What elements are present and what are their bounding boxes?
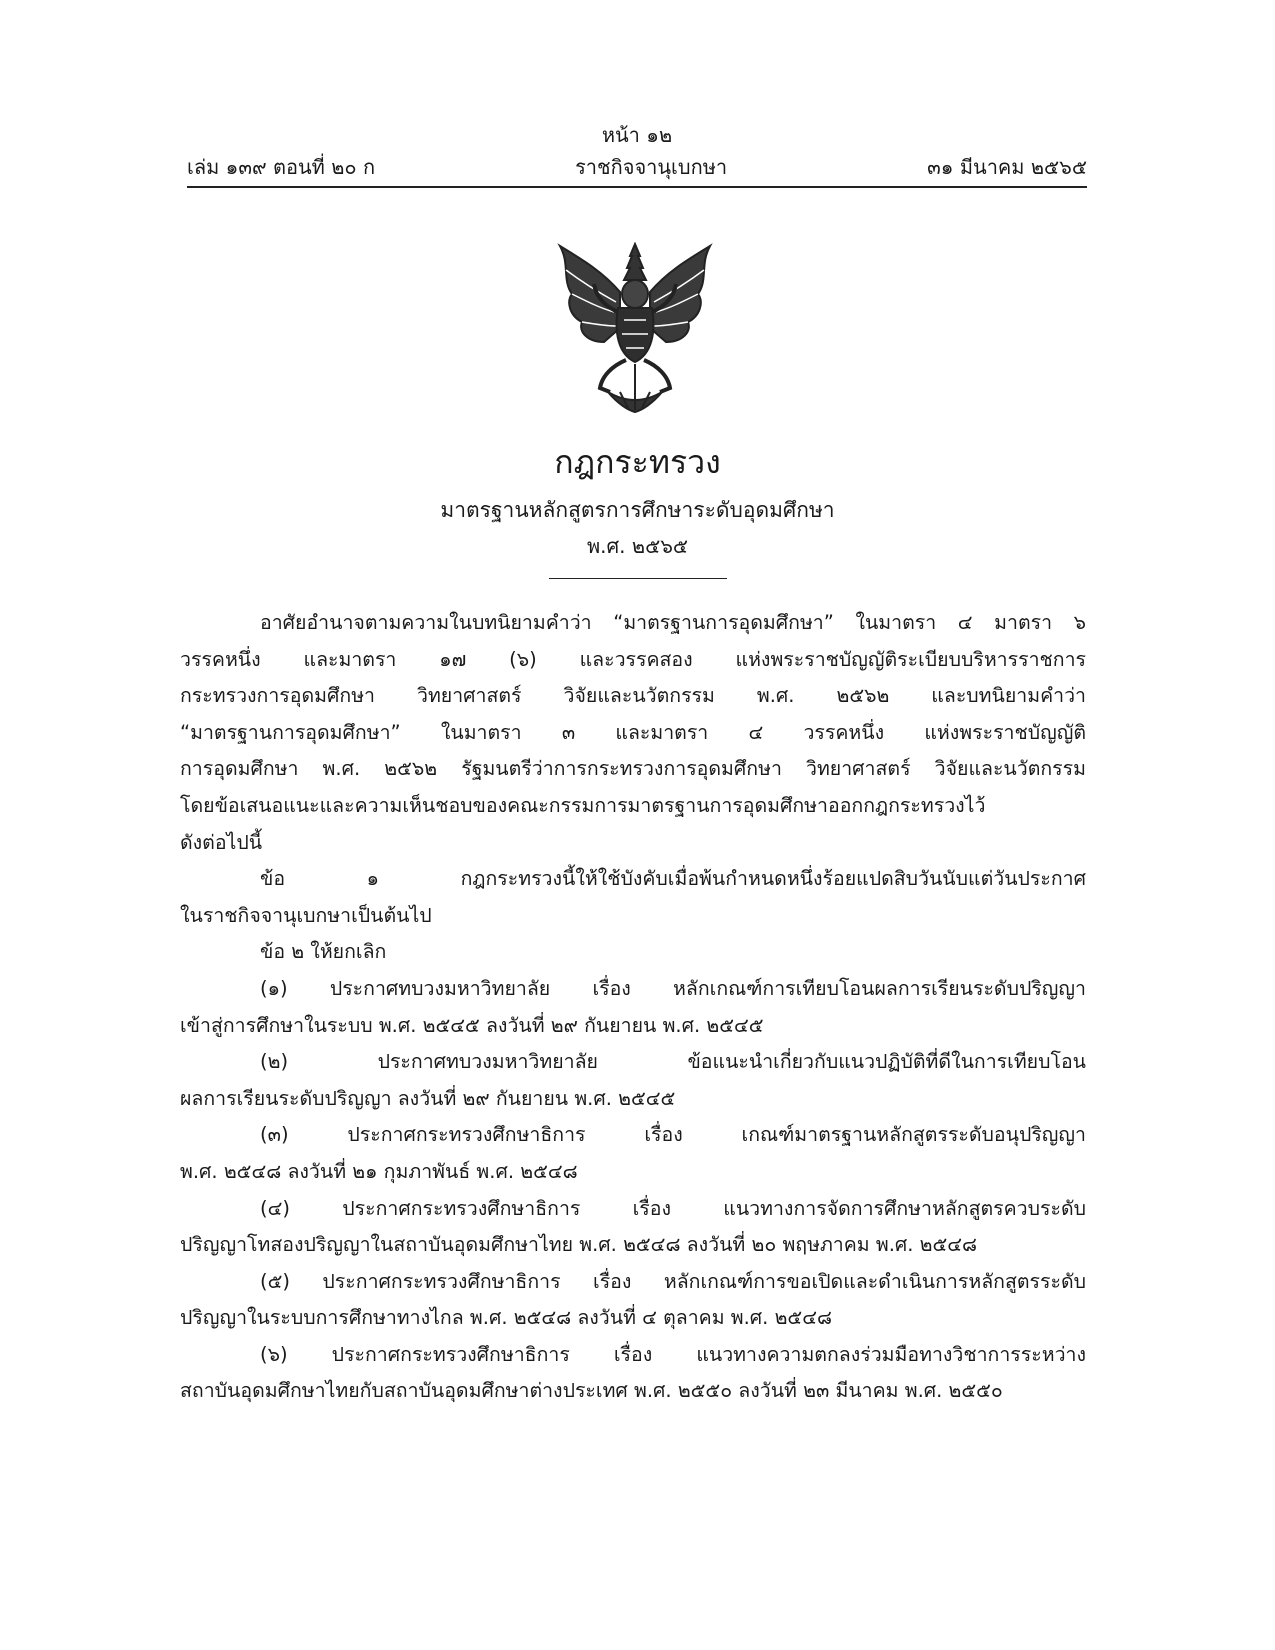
paragraph-line: โดยข้อเสนอแนะและความเห็นชอบของคณะกรรมการมาตรฐานการอุดมศึกษาออกกฎกระทรวงไว้ [180, 793, 986, 817]
paragraph-line: (๔) ประกาศกระทรวงศึกษาธิการ เรื่อง แนวทางการจัดการศึกษาหลักสูตรควบระดับ [260, 1196, 1086, 1220]
paragraph-line: (๖) ประกาศกระทรวงศึกษาธิการ เรื่อง แนวทางความตกลงร่วมมือทางวิชาการระหว่าง [260, 1342, 1086, 1366]
paragraph-line: การอุดมศึกษา พ.ศ. ๒๕๖๒ รัฐมนตรีว่าการกระทรวงการอุดมศึกษา วิทยาศาสตร์ วิจัยและนวัตกรรม [180, 757, 1086, 781]
paragraph-line: เข้าสู่การศึกษาในระบบ พ.ศ. ๒๕๔๕ ลงวันที่ ๒๙ กันยายน พ.ศ. ๒๕๔๕ [180, 1013, 764, 1037]
paragraph-line: ผลการเรียนระดับปริญญา ลงวันที่ ๒๙ กันยายน พ.ศ. ๒๕๔๕ [180, 1086, 676, 1110]
header-rule [187, 186, 1087, 188]
paragraph-line: (๓) ประกาศกระทรวงศึกษาธิการ เรื่อง เกณฑ์มาตรฐานหลักสูตรระดับอนุปริญญา [260, 1123, 1086, 1147]
paragraph-line: ข้อ ๒ ให้ยกเลิก [260, 940, 387, 964]
paragraph-line: ดังต่อไปนี้ [180, 830, 263, 854]
repealed-item [180, 1264, 1086, 1337]
paragraph-line: กระทรวงการอุดมศึกษา วิทยาศาสตร์ วิจัยและนวัตกรรม พ.ศ. ๒๕๖๒ และบทนิยามคำว่า [180, 684, 1086, 708]
clause-1 [180, 861, 1086, 934]
publication-date: ๓๑ มีนาคม ๒๕๖๕ [927, 155, 1087, 179]
page-number: หน้า ๑๒ [601, 123, 673, 147]
document-title: กฎกระทรวง [554, 443, 721, 481]
preamble-paragraph [180, 605, 1086, 861]
paragraph-line: (๒) ประกาศทบวงมหาวิทยาลัย ข้อแนะนำเกี่ยวกับแนวปฏิบัติที่ดีในการเทียบโอน [260, 1050, 1086, 1074]
volume-issue: เล่ม ๑๓๙ ตอนที่ ๒๐ ก [187, 155, 376, 179]
paragraph-line: (๑) ประกาศทบวงมหาวิทยาลัย เรื่อง หลักเกณฑ์การเทียบโอนผลการเรียนระดับปริญญา [260, 976, 1086, 1000]
document-year: พ.ศ. ๒๕๖๕ [586, 534, 689, 558]
paragraph-line: ปริญญาในระบบการศึกษาทางไกล พ.ศ. ๒๕๔๘ ลงวันที่ ๔ ตุลาคม พ.ศ. ๒๕๔๘ [180, 1306, 832, 1330]
paragraph-line: วรรคหนึ่ง และมาตรา ๑๗ (๖) และวรรคสอง แห่งพระราชบัญญัติระเบียบบริหารราชการ [180, 647, 1086, 671]
paragraph-line: สถาบันอุดมศึกษาไทยกับสถาบันอุดมศึกษาต่างประเทศ พ.ศ. ๒๕๕๐ ลงวันที่ ๒๓ มีนาคม พ.ศ. ๒๕๕๐ [180, 1379, 1003, 1403]
repealed-item [180, 971, 1086, 1044]
title-rule [549, 578, 727, 579]
paragraph-line: (๕) ประกาศกระทรวงศึกษาธิการ เรื่อง หลักเกณฑ์การขอเปิดและดำเนินการหลักสูตรระดับ [260, 1269, 1086, 1293]
paragraph-line: ในราชกิจจานุเบกษาเป็นต้นไป [180, 903, 432, 927]
paragraph-line: พ.ศ. ๒๕๔๘ ลงวันที่ ๒๑ กุมภาพันธ์ พ.ศ. ๒๕๔๘ [180, 1159, 578, 1183]
garuda-emblem-icon [548, 242, 722, 414]
paragraph-line: ข้อ ๑ กฎกระทรวงนี้ให้ใช้บังคับเมื่อพ้นกำหนดหนึ่งร้อยแปดสิบวันนับแต่วันประกาศ [260, 867, 1086, 891]
paragraph-line: ปริญญาโทสองปริญญาในสถาบันอุดมศึกษาไทย พ.ศ. ๒๕๔๘ ลงวันที่ ๒๐ พฤษภาคม พ.ศ. ๒๕๔๘ [180, 1233, 978, 1257]
document-body [180, 605, 1086, 1410]
gazette-name: ราชกิจจานุเบกษา [575, 155, 728, 179]
clause-2 [180, 934, 1086, 971]
repealed-item [180, 1044, 1086, 1117]
paragraph-line: อาศัยอำนาจตามความในบทนิยามคำว่า “มาตรฐานการอุดมศึกษา” ในมาตรา ๔ มาตรา ๖ [260, 611, 1086, 634]
repealed-item [180, 1117, 1086, 1190]
paragraph-line: “มาตรฐานการอุดมศึกษา” ในมาตรา ๓ และมาตรา ๔ วรรคหนึ่ง แห่งพระราชบัญญัติ [180, 720, 1086, 744]
document-subtitle: มาตรฐานหลักสูตรการศึกษาระดับอุดมศึกษา [440, 498, 835, 522]
repealed-item [180, 1191, 1086, 1264]
repealed-item [180, 1337, 1086, 1410]
gazette-header [187, 154, 1087, 180]
